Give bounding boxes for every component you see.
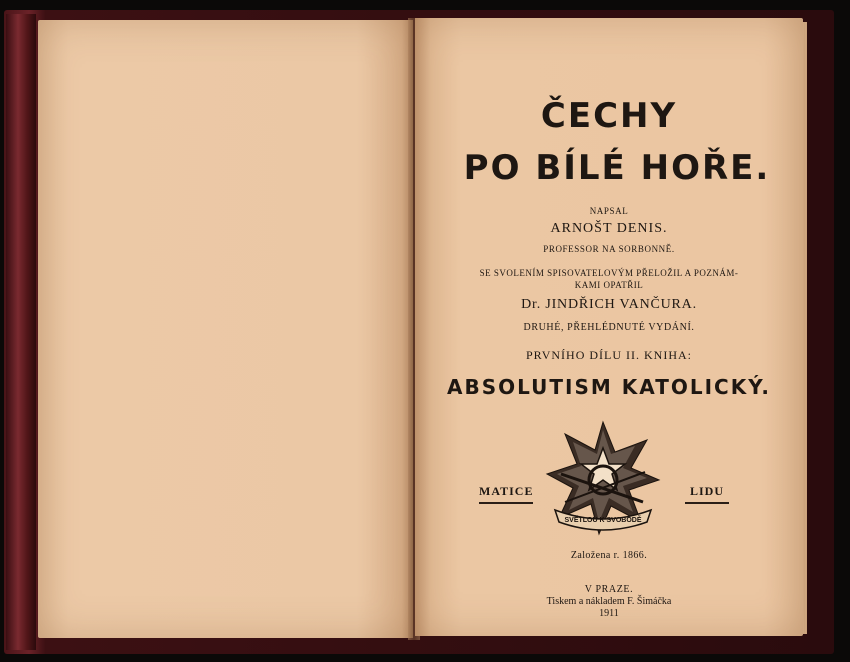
title-page	[415, 18, 803, 636]
publication-year: 1911	[599, 608, 619, 619]
left-blank-page	[38, 20, 413, 638]
book-title-line2: PO BÍLÉ HOŘE.	[463, 148, 771, 188]
author-title: PROFESSOR NA SORBONNĚ.	[543, 244, 675, 254]
edition-note: DRUHÉ, PŘEHLÉDNUTÉ VYDÁNÍ.	[523, 322, 695, 333]
author-name: ARNOŠT DENIS.	[550, 221, 668, 236]
book-spine-edge	[6, 14, 36, 650]
emblem-motto: SVĚTLOU K SVOBODĚ	[564, 517, 642, 524]
publisher-name-right: LIDU	[685, 484, 729, 504]
printer-note: Tiskem a nákladem F. Šimáčka	[546, 596, 672, 607]
publisher-name-left: MATICE	[479, 484, 533, 504]
publisher-emblem-icon	[543, 418, 663, 538]
permission-line2: KAMI OPATŘIL	[574, 280, 644, 290]
book-subtitle: ABSOLUTISM KATOLICKÝ.	[447, 375, 771, 399]
founded-note: Založena r. 1866.	[570, 550, 648, 561]
translator-name: Dr. JINDŘICH VANČURA.	[521, 297, 697, 312]
napsal-label: NAPSAL	[589, 206, 629, 216]
volume-note: PRVNÍHO DÍLU II. KNIHA:	[525, 348, 693, 362]
publication-city: V PRAZE.	[584, 584, 634, 595]
book-title-line1: ČECHY	[540, 96, 678, 136]
permission-line1: SE SVOLENÍM SPISOVATELOVÝM PŘELOŽIL A POZNÁM-	[479, 268, 739, 278]
